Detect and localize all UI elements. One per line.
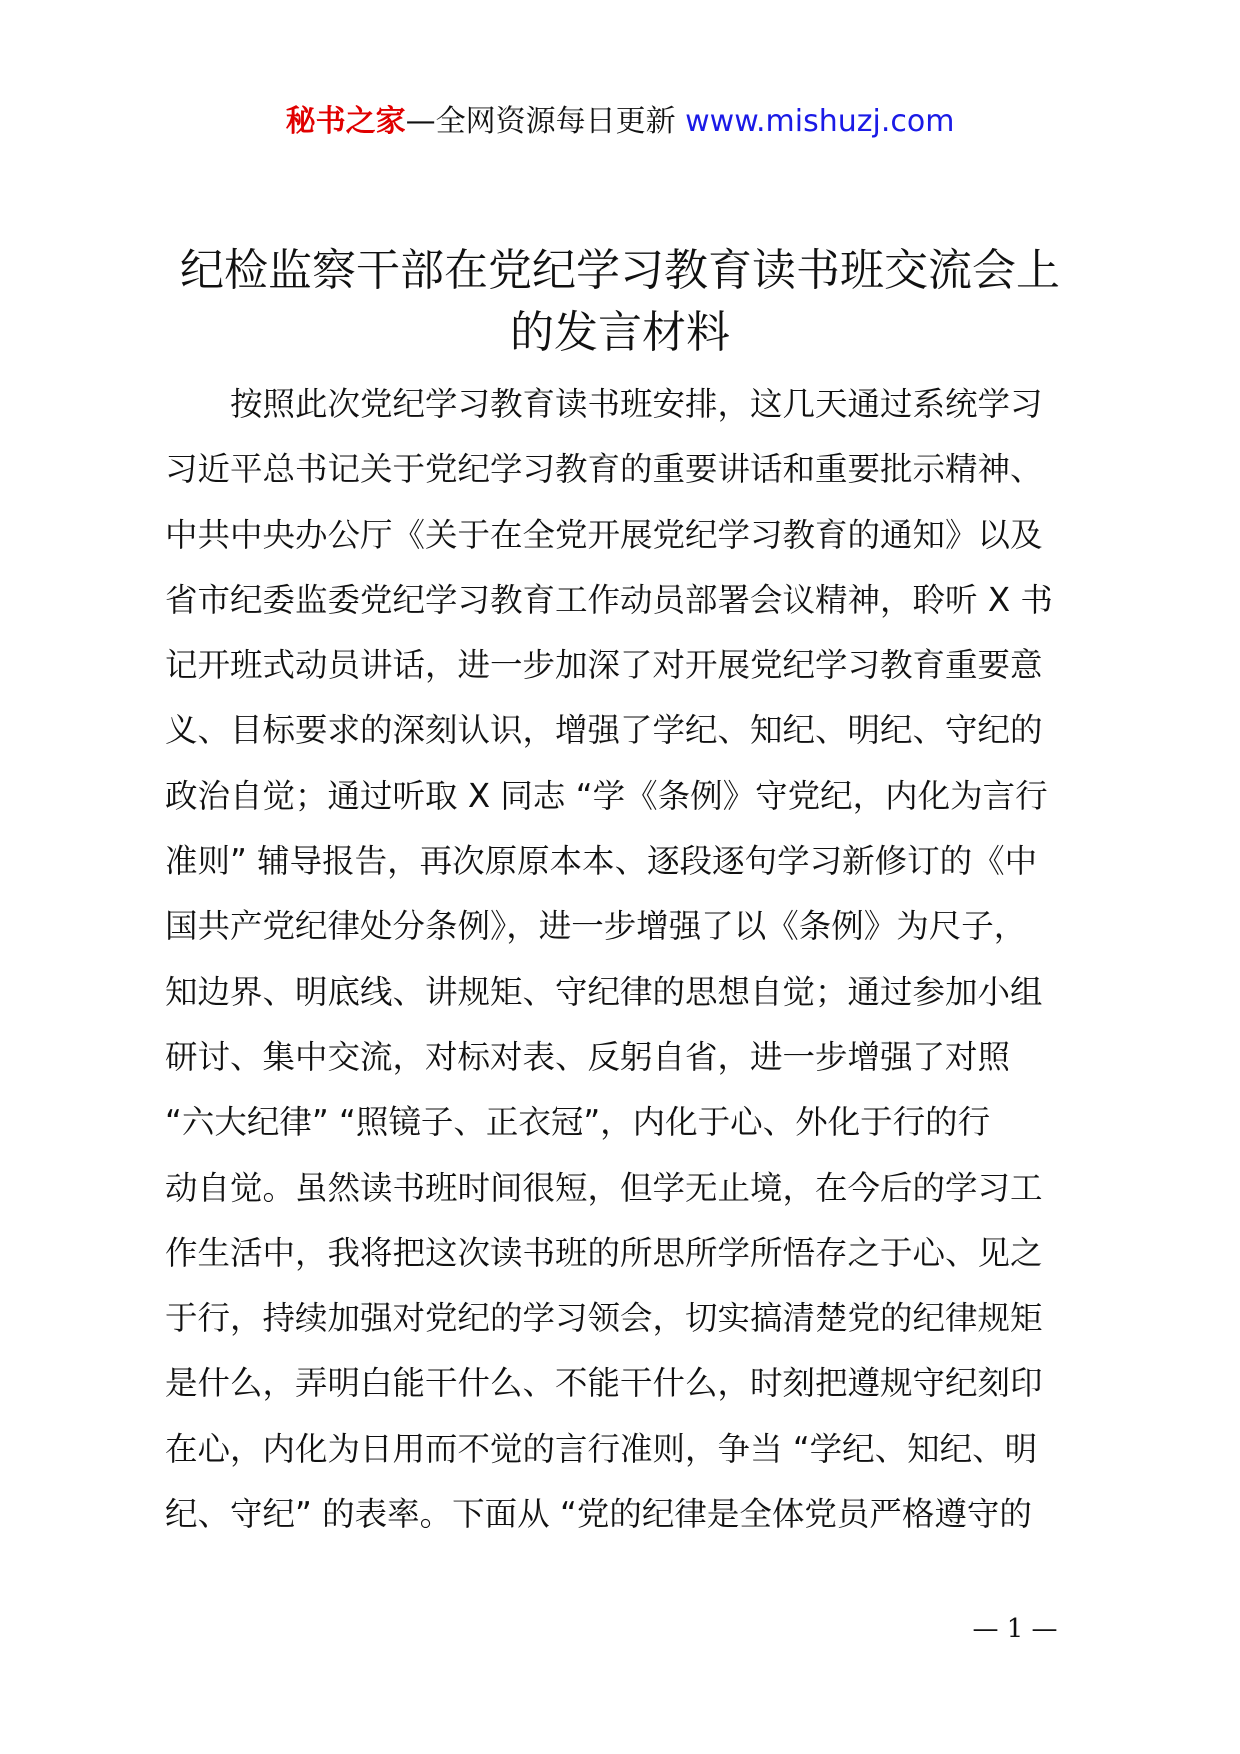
body-line: 纪、守纪” 的表率。下面从 “党的纪律是全体党员严格遵守的: [165, 1495, 1032, 1534]
body-line: 按照此次党纪学习教育读书班安排，这几天通过系统学习: [230, 385, 1043, 423]
page-number: — 1 —: [972, 1614, 1058, 1644]
title-line-2: 的发言材料: [510, 307, 730, 358]
body-line: 于行，持续加强对党纪的学习领会，切实搞清楚党的纪律规矩: [165, 1299, 1043, 1338]
header-url: www.mishuzj.com: [685, 104, 955, 139]
document-body: [165, 372, 1085, 1547]
body-line: 政治自觉；通过听取 X 同志 “学《条例》守党纪，内化为言行: [165, 776, 1048, 815]
body-line: 作生活中，我将把这次读书班的所思所学所悟存之于心、见之: [165, 1233, 1043, 1272]
document-title: [150, 240, 1090, 364]
brand-name: 秘书之家: [285, 104, 406, 139]
header-tagline: —全网资源每日更新: [405, 104, 686, 139]
body-line: 是什么，弄明白能干什么、不能干什么，时刻把遵规守纪刻印: [165, 1364, 1043, 1403]
body-line: 记开班式动员讲话，进一步加深了对开展党纪学习教育重要意: [165, 646, 1043, 685]
body-line: 研讨、集中交流，对标对表、反躬自省，进一步增强了对照: [165, 1037, 1011, 1076]
body-line: 习近平总书记关于党纪学习教育的重要讲话和重要批示精神、: [165, 450, 1043, 489]
body-line: 义、目标要求的深刻认识，增强了学纪、知纪、明纪、守纪的: [165, 711, 1043, 750]
body-line: 准则” 辅导报告，再次原原本本、逐段逐句学习新修订的《中: [165, 842, 1038, 881]
body-line: 在心，内化为日用而不觉的言行准则，争当 “学纪、知纪、明: [165, 1429, 1038, 1468]
body-line: 省市纪委监委党纪学习教育工作动员部署会议精神，聆听 X 书: [165, 580, 1053, 619]
body-line: 知边界、明底线、讲规矩、守纪律的思想自觉；通过参加小组: [165, 972, 1043, 1011]
body-line: 国共产党纪律处分条例》，进一步增强了以《条例》为尺子，: [165, 907, 1027, 946]
body-line: 中共中央办公厅《关于在全党开展党纪学习教育的通知》以及: [165, 515, 1043, 554]
body-line: 动自觉。虽然读书班时间很短，但学无止境，在今后的学习工: [165, 1168, 1043, 1207]
title-line-1: 纪检监察干部在党纪学习教育读书班交流会上: [180, 245, 1060, 296]
site-header: [0, 100, 1240, 144]
body-line: “六大纪律” “照镜子、正衣冠”，内化于心、外化于行的行: [165, 1103, 991, 1142]
